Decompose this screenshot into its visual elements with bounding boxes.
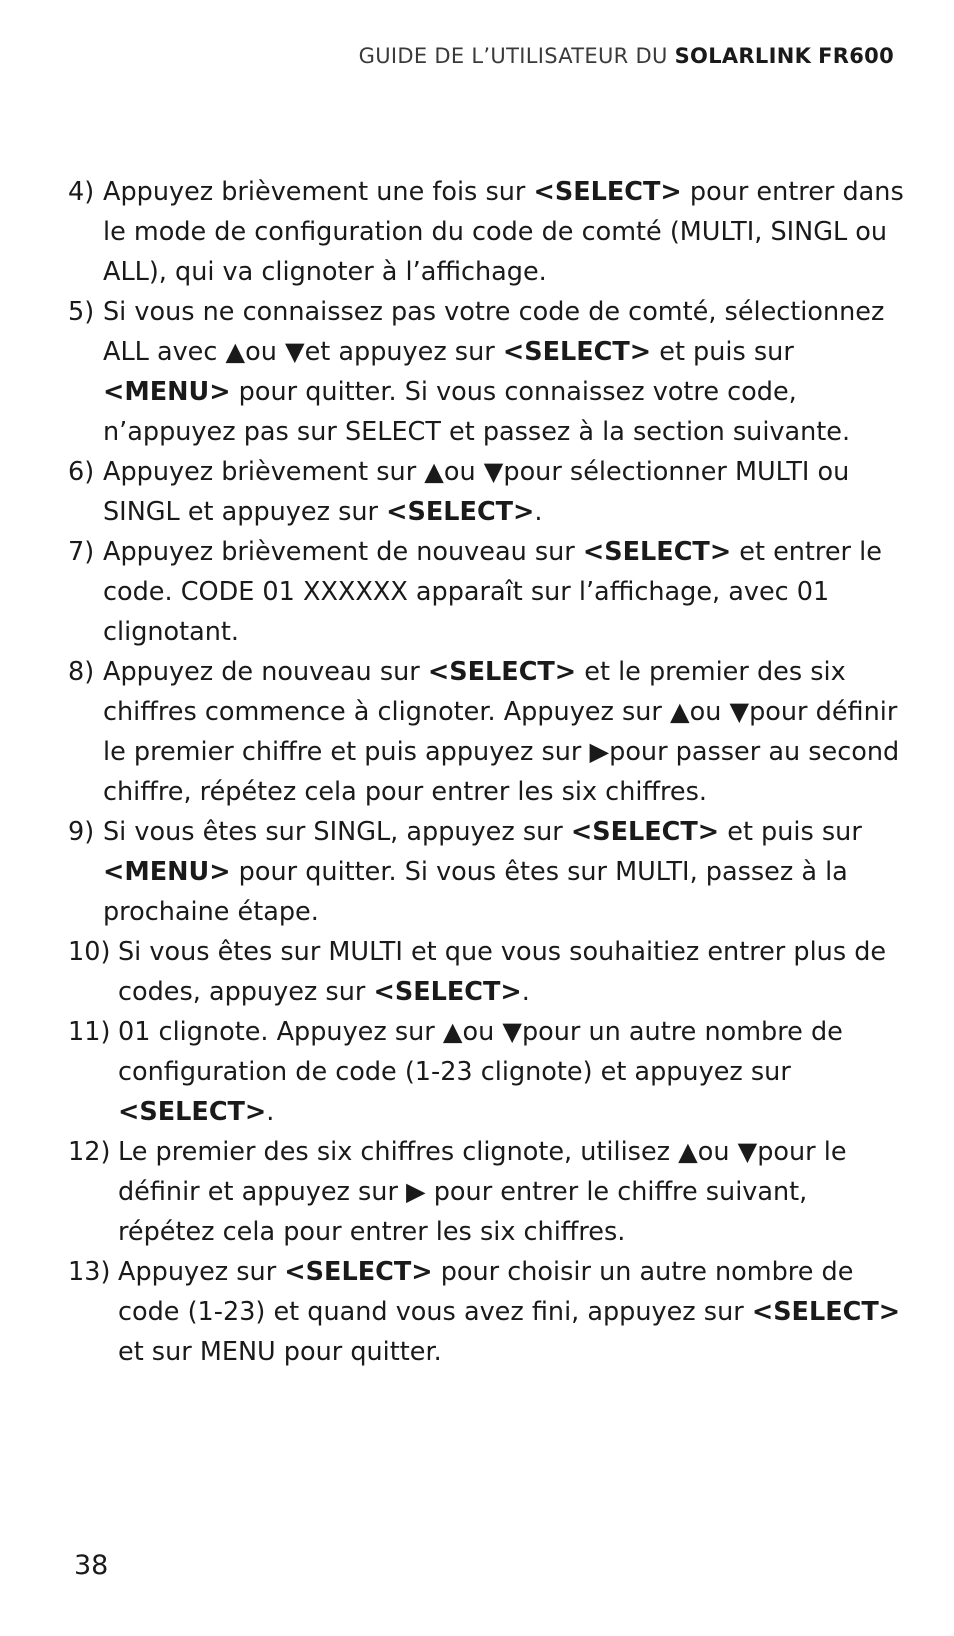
step-13: [68, 1252, 908, 1372]
step-number: 11): [68, 1017, 111, 1047]
step-text: et sur MENU pour quitter.: [118, 1337, 442, 1367]
step-text: 01 clignote. Appuyez sur ▲ou ▼pour un autre nombre de configuration de code (1-23 clignote) et appuyez sur: [118, 1017, 843, 1087]
step-text: et le premier des six chiffres commence à clignoter. Appuyez sur ▲ou ▼pour définir le premier chiffre et puis appuyez sur ▶pour passer au second chiffre, répétez cela pour entrer les six chiffres.: [103, 657, 900, 807]
step-text: .: [521, 977, 530, 1007]
select-key: <SELECT>: [373, 977, 522, 1007]
step-text: .: [266, 1097, 275, 1127]
step-number: 9): [68, 817, 95, 847]
step-number: 8): [68, 657, 95, 687]
step-5: [68, 292, 908, 452]
step-8: [68, 652, 908, 812]
step-6: [68, 452, 908, 532]
step-11: [68, 1012, 908, 1132]
step-text: Si vous ne connaissez pas votre code de comté, sélectionnez ALL avec ▲ou ▼et appuyez sur: [103, 297, 885, 367]
step-text: Appuyez sur: [118, 1257, 285, 1287]
menu-key: <MENU>: [103, 857, 231, 887]
step-text: Si vous êtes sur MULTI et que vous souhaitiez entrer plus de codes, appuyez sur: [118, 937, 887, 1007]
select-key: <SELECT>: [284, 1257, 433, 1287]
step-number: 6): [68, 457, 95, 487]
step-4: [68, 172, 908, 292]
select-key: <SELECT>: [751, 1297, 901, 1327]
step-text: Appuyez de nouveau sur: [103, 657, 428, 687]
step-number: 13): [68, 1257, 111, 1287]
step-number: 5): [68, 297, 95, 327]
step-number: 4): [68, 177, 95, 207]
menu-key: <MENU>: [103, 377, 231, 407]
header-brand: SOLARLINK: [674, 44, 812, 68]
step-text: Si vous êtes sur SINGL, appuyez sur: [103, 817, 571, 847]
step-text: pour entrer dans le mode de configuration du code de comté (MULTI, SINGL ou ALL), qui va clignoter à l’affichage.: [103, 177, 904, 287]
step-9: [68, 812, 908, 932]
step-text: Appuyez brièvement de nouveau sur: [103, 537, 583, 567]
step-text: et puis sur: [651, 337, 794, 367]
page-number: 38: [74, 1550, 109, 1581]
step-text: Appuyez brièvement une fois sur: [103, 177, 534, 207]
select-key: <SELECT>: [502, 337, 652, 367]
step-text: Appuyez brièvement sur ▲ou ▼pour sélectionner MULTI ou SINGL et appuyez sur: [103, 457, 850, 527]
step-number: 10): [68, 937, 111, 967]
step-text: Le premier des six chiffres clignote, utilisez ▲ou ▼pour le définir et appuyez sur ▶ pour entrer le chiffre suivant, répétez cela pour entrer les six chiffres.: [118, 1137, 847, 1247]
step-text: pour quitter. Si vous êtes sur MULTI, passez à la prochaine étape.: [103, 857, 848, 927]
select-key: <SELECT>: [582, 537, 732, 567]
instruction-list: [68, 172, 908, 1372]
step-number: 12): [68, 1137, 111, 1167]
step-number: 7): [68, 537, 95, 567]
step-text: pour choisir un autre nombre de code (1-23) et quand vous avez fini, appuyez sur: [118, 1257, 854, 1327]
step-text: .: [534, 497, 543, 527]
step-10: [68, 932, 908, 1012]
select-key: <SELECT>: [570, 817, 720, 847]
step-text: et puis sur: [719, 817, 862, 847]
step-text: pour quitter. Si vous connaissez votre code, n’appuyez pas sur SELECT et passez à la section suivante.: [103, 377, 851, 447]
step-12: [68, 1132, 908, 1252]
select-key: <SELECT>: [533, 177, 682, 207]
step-text: et entrer le code. CODE 01 XXXXXX apparaît sur l’affichage, avec 01 clignotant.: [103, 537, 882, 647]
header-model: FR600: [818, 44, 894, 68]
select-key: <SELECT>: [386, 497, 535, 527]
running-header: [359, 44, 894, 68]
select-key: <SELECT>: [427, 657, 577, 687]
select-key: <SELECT>: [118, 1097, 267, 1127]
step-7: [68, 532, 908, 652]
header-title: GUIDE DE L’UTILISATEUR DU: [358, 44, 668, 68]
